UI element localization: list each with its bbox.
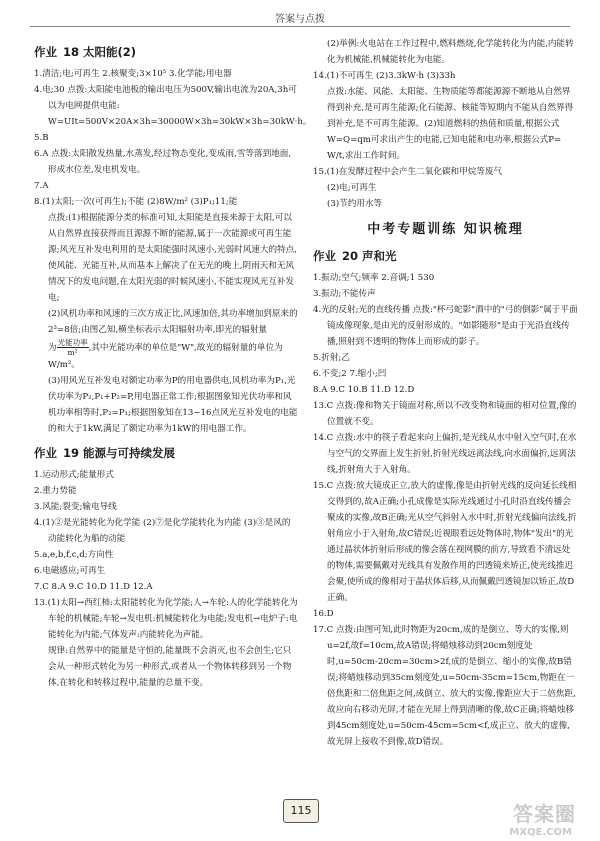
answer-line: (2)举例:火电站在工作过程中,燃料燃烧,化学能转化为内能,内能转化为机械能,机械能转化为电能。 xyxy=(327,39,574,65)
left-column xyxy=(34,36,312,691)
tip-text: 为 xyxy=(48,343,57,353)
section-label: 作业 xyxy=(34,45,57,59)
tip-paragraph: 点拨:水能、风能、太阳能、生物质能等都能源源不断地从自然界得到补充,是可再生能源;化石能源、核能等短期内不能从自然界得到补充,是不可再生能源。(2)知道燃料的热值和质量,根据公式W=Q=qm可求出产生的电能,已知电能和电功率,根据公式P= xyxy=(327,87,574,145)
section-19-heading xyxy=(34,445,299,461)
section-label: 作业 xyxy=(313,249,336,263)
tip-paragraph: (3)用风光互补发电对额定功率为P的用电器供电,风机功率为P₁,光伏功率为P₂,P₁+P₂=P,用电器正常工作;根据图象知光伏功率和风机功率相等时,P₂=P₁;根据图象知在13~16点风光互补发电的电能的和大于1kW,满足了额定功率为1kW的用电器工作。 xyxy=(48,376,298,434)
watermark-logo: 答案圈 xyxy=(513,802,576,826)
answer-line: 4.(1)②是光能转化为化学能 (2)⑦是化学能转化为内能 (3)③是风的动能转化为船的动能 xyxy=(34,518,291,544)
section-title: 太阳能(2) xyxy=(83,45,137,59)
answer-line: 2.重力势能 xyxy=(34,486,77,496)
section-title: 能源与可持续发展 xyxy=(83,446,176,460)
answer-line: 4.光的反射;光的直线传播 点拨:"杯弓蛇影"酒中的"弓的倒影"属于平面镜成像现象,是由光的反射形成的。"如影随形"是由于光沿直线传播,照射到不透明的物体上而形成的影子。 xyxy=(313,305,578,347)
answer-line: 5.a,e,b,f,c,d;方向性 xyxy=(34,550,114,560)
section-label: 作业 xyxy=(34,446,57,460)
page-header: 答案与点拨 xyxy=(275,14,325,25)
tip-paragraph xyxy=(34,338,299,357)
watermark-url: MXQE.COM xyxy=(509,827,572,838)
answer-line: 8.(1)太阳;一次(可再生);不能 (2)8W/m² (3)P₁;11;能 xyxy=(34,197,238,207)
tip-paragraph: W/m²。 xyxy=(48,360,80,370)
answer-line: 15.(1)在发酵过程中会产生二氧化碳和甲烷等废气 xyxy=(313,167,503,177)
answer-line: 8.A 9.C 10.B 11.D 12.D xyxy=(313,385,415,395)
right-column xyxy=(313,36,578,750)
answer-line: 16.D xyxy=(313,609,334,619)
answer-line: 15.C 点拨:放大镜成正立,放大的虚像,像是由折射光线的反向延长线相交得到的,故A正确;小孔成像是实际光线通过小孔时沿直线传播会聚成的实像,故B正确;光从空气斜射入水中时,折射光线偏向法线,折射角应小于入射角,故C错误;近视眼看远处物体时,物体"发出"的光通过晶状体折射后形成的像会落在视网膜的前方,导致看不清远处的物体,需要佩戴对光线具有发散作用的凹透镜来矫正,使光线推迟会聚,使所成的像相对于晶状体后移,从而佩戴凹透镜加以矫正,故D正确。 xyxy=(313,481,577,603)
answer-line: 14.C 点拨:水中的筷子看起来向上偏折,是光线从水中射入空气时,在水与空气的交界面上发生折射,折射光线远离法线,向水面偏折,远离法线,折射角大于入射角。 xyxy=(313,433,577,475)
answer-line: 规律:自然界中的能量是守恒的,能量既不会消灭,也不会创生;它只会从一种形式转化为另一种形式,或者从一个物体转移到另一个物体,在转化和转移过程中,能量的总量不变。 xyxy=(48,646,292,688)
answer-line: W=UIt=500V×20A×3h=30000W×3h=30kW×3h=30kW·h。 xyxy=(48,117,312,127)
header-divider xyxy=(30,26,570,27)
page-number: 115 xyxy=(283,799,319,823)
section-number: 19 xyxy=(63,446,80,460)
answer-line: (3)节约用水等 xyxy=(327,199,383,209)
answer-line: 7.A xyxy=(34,181,49,191)
section-20-heading xyxy=(313,248,578,264)
chapter-title: 中考专题训练 知识梳理 xyxy=(367,222,524,237)
answer-line: 13.(1)太阳→西红柿:太阳能转化为化学能;人→车轮:人的化学能转化为车轮的机械能;车轮→发电机:机械能转化为电能;发电机→电炉子:电能转化为内能;气体发声:内能转化为声能。 xyxy=(34,598,298,640)
tip-text: ,其中光能功率的单位是"W",故光的辐射量的单位为 xyxy=(88,343,283,353)
tip-paragraph: (2)风机功率和风速的三次方成正比,风速加倍,其功率增加到原来的2³=8倍;由图乙知,横坐标表示太阳辐射功率,即光的辐射量 xyxy=(48,309,298,335)
answer-line: (2)电;可再生 xyxy=(327,183,377,193)
section-number: 18 xyxy=(63,45,80,59)
section-number: 20 xyxy=(342,249,359,263)
answer-line: 14.(1)不可再生 (2)3.3kW·h (3)33h xyxy=(313,71,456,81)
fraction xyxy=(57,338,89,357)
section-18-heading xyxy=(34,44,299,60)
answer-line: 6.A 点拨:太阳散发热量,水蒸发,经过物态变化,变成雨,雪等落到地面,形成水位差,发电机发电。 xyxy=(34,149,292,175)
answer-line: 17.C 点拨:由图可知,此时物距为20cm,成的是倒立、等大的实像,则u=2f,故f=10cm,故A错误;将蜡烛移动到20cm刻度处时,u=50cm-20cm=30cm>2f,成的是倒立、缩小的实像,故B错误;将蜡烛移动到35cm刻度处,u=50cm-35cm=15cm,物距在一倍焦距和二倍焦距之间,成倒立、放大的实像,像距应大于二倍焦距,故应向右移动光屏,才能在光屏上得到清晰的像,故C正确;将蜡烛移到45cm刻度处,u=50cm-45cm=5cm<f,成正立、放大的虚像,故光屏上接收不到像,故D错误。 xyxy=(313,625,576,747)
tip-paragraph: 点拨:(1)根据能源分类的标准可知,太阳能是直接来源于太阳,可以从自然界直接获得而且源源不断的能源,属于一次能源或可再生能源;风光互补发电利用的是太阳能强时风速小,光弱时风速大的特点,使风能、光能互补,从而基本上解决了在无光的晚上,阴雨天和无风情况下的发电问题,在太阳光弱的时候风速小,不能实现风光互补发电; xyxy=(48,213,297,303)
answer-line: 4.电;30 点拨:太阳能电池板的输出电压为500V,输出电流为20A,3h可以为电网提供电能: xyxy=(34,85,297,111)
answer-line: 5.折射;乙 xyxy=(313,353,350,363)
answer-line: 6.电磁感应;可再生 xyxy=(34,566,106,576)
answer-line: 3.振动;不能传声 xyxy=(313,289,376,299)
answer-line: 1.清洁;电;可再生 2.核聚变;3×10⁵ 3.化学能;用电器 xyxy=(34,69,232,79)
tip-paragraph: W/t,求出工作时间。 xyxy=(327,151,406,161)
answer-line: 1.运动形式;能量形式 xyxy=(34,470,114,480)
answer-line: 5.B xyxy=(34,133,49,143)
fraction-denominator: m² xyxy=(67,348,78,357)
answer-line: 13.C 点拨:像和物关于镜面对称,所以不改变物和镜面的相对位置,像的位置就不变。 xyxy=(313,401,577,427)
answer-line: 1.振动;空气;频率 2.音调;1 530 xyxy=(313,273,435,283)
answer-line: 7.C 8.A 9.C 10.D 11.D 12.A xyxy=(34,582,153,592)
fraction-numerator: 光能功率 xyxy=(57,338,88,347)
section-title: 声和光 xyxy=(362,249,397,263)
answer-line: 6.不变;2 7.缩小;凹 xyxy=(313,369,387,379)
answer-line: 3.风能;裂变;输电导线 xyxy=(34,502,117,512)
